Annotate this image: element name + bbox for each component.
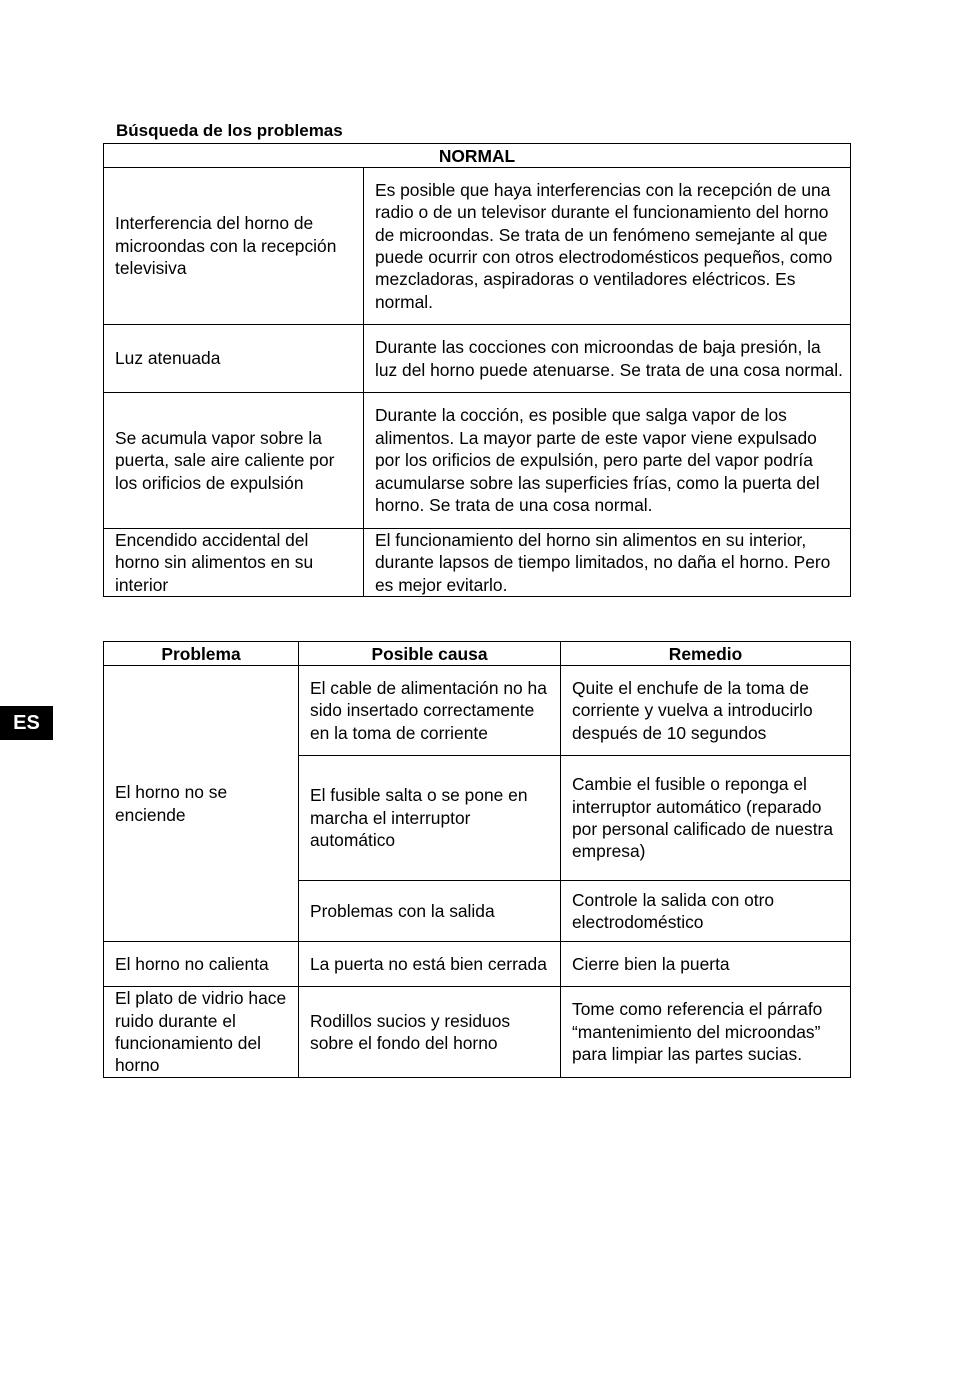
remedy-cell: Controle la salida con otro electrodoméstico (561, 881, 851, 942)
problem-cell: El horno no se enciende (104, 666, 299, 942)
table-row (104, 393, 851, 529)
cause-cell: La puerta no está bien cerrada (299, 942, 561, 987)
cause-cell: Problemas con la salida (299, 881, 561, 942)
normal-explanation-cell: Es posible que haya interferencias con la recepción de una radio o de un televisor durante el funcionamiento del horno de microondas. Se trata de un fenómeno semejante al que puede ocurrir con otros electrodomésticos pequeños, como mezcladoras, aspiradoras o ventiladores eléctricos. Es normal. (364, 168, 851, 325)
section-title: Búsqueda de los problemas (116, 121, 343, 140)
problem-cell: El plato de vidrio hace ruido durante el funcionamiento del horno (104, 987, 299, 1078)
remedy-cell: Cambie el fusible o reponga el interruptor automático (reparado por personal calificado de nuestra empresa) (561, 756, 851, 881)
problem-cell: El horno no calienta (104, 942, 299, 987)
header-problem: Problema (104, 642, 299, 666)
normal-explanation-cell: El funcionamiento del horno sin alimentos en su interior, durante lapsos de tiempo limitados, no daña el horno. Pero es mejor evitarlo. (364, 529, 851, 597)
table-row (104, 987, 851, 1078)
normal-explanation-cell: Durante las cocciones con microondas de baja presión, la luz del horno puede atenuarse. Se trata de una cosa normal. (364, 325, 851, 393)
header-remedy: Remedio (561, 642, 851, 666)
normal-issue-cell: Se acumula vapor sobre la puerta, sale aire caliente por los orificios de expulsión (104, 393, 364, 529)
table-row (104, 168, 851, 325)
cause-cell: El cable de alimentación no ha sido insertado correctamente en la toma de corriente (299, 666, 561, 756)
table-row (104, 325, 851, 393)
table-row (104, 942, 851, 987)
cause-cell: El fusible salta o se pone en marcha el interruptor automático (299, 756, 561, 881)
remedy-cell: Tome como referencia el párrafo “mantenimiento del microondas” para limpiar las partes sucias. (561, 987, 851, 1078)
normal-explanation-cell: Durante la cocción, es posible que salga vapor de los alimentos. La mayor parte de este vapor viene expulsado por los orificios de expulsión, pero parte del vapor podría acumularse sobre las superficies frías, como la puerta del horno. Se trata de una cosa normal. (364, 393, 851, 529)
normal-behavior-table (103, 143, 851, 597)
table-row (104, 529, 851, 597)
remedy-cell: Cierre bien la puerta (561, 942, 851, 987)
table-row (104, 666, 851, 756)
troubleshooting-table (103, 641, 851, 1078)
header-cause: Posible causa (299, 642, 561, 666)
normal-issue-cell: Luz atenuada (104, 325, 364, 393)
normal-table-header: NORMAL (104, 144, 851, 168)
normal-issue-cell: Interferencia del horno de microondas con la recepción televisiva (104, 168, 364, 325)
language-tab: ES (0, 706, 53, 740)
cause-cell: Rodillos sucios y residuos sobre el fondo del horno (299, 987, 561, 1078)
normal-issue-cell: Encendido accidental del horno sin alimentos en su interior (104, 529, 364, 597)
table-header-row (104, 642, 851, 666)
remedy-cell: Quite el enchufe de la toma de corriente y vuelva a introducirlo después de 10 segundos (561, 666, 851, 756)
